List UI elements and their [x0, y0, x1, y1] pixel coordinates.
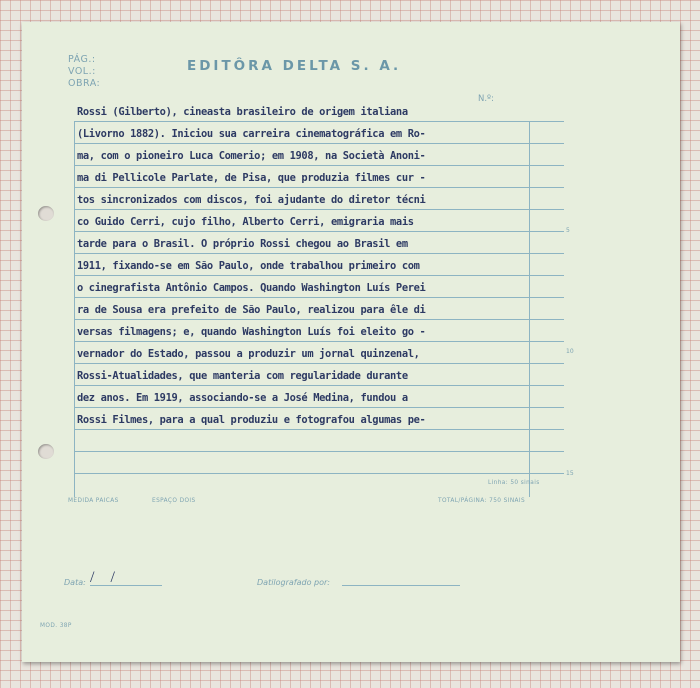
- ruler-mark-5: 5: [566, 227, 570, 234]
- espaco-label: ESPAÇO DOIS: [152, 498, 196, 504]
- ruler-tick: [548, 187, 564, 188]
- vol-label: VOL.:: [68, 66, 96, 77]
- total-label: TOTAL/PÁGINA: 750 SINAIS: [438, 498, 526, 504]
- typed-by-label: Datilografado por:: [257, 578, 330, 587]
- ruler-tick: [548, 341, 564, 342]
- binder-hole-top: [38, 206, 54, 221]
- binder-hole-bottom: [38, 444, 54, 459]
- ruler-mark-10: 10: [566, 348, 574, 355]
- typing-form-sheet: [22, 22, 680, 662]
- typed-line: tos sincronizados com discos, foi ajudante do diretor técni: [77, 194, 426, 206]
- pag-label: PÁG.:: [68, 54, 96, 65]
- ruler-tick: [548, 319, 564, 320]
- typed-line: Rossi (Gilberto), cineasta brasileiro de origem italiana: [77, 106, 408, 118]
- right-margin-line: [529, 121, 530, 497]
- ruler-tick: [548, 473, 564, 474]
- ruler-tick: [548, 407, 564, 408]
- ruler-tick: [548, 275, 564, 276]
- ruled-line: [74, 473, 558, 474]
- typed-by-field[interactable]: [342, 577, 460, 586]
- ruler-tick: [548, 253, 564, 254]
- typed-line: vernador do Estado, passou a produzir um jornal quinzenal,: [77, 348, 420, 360]
- typed-line: o cinegrafista Antônio Campos. Quando Washington Luís Perei: [77, 282, 426, 294]
- typed-line: Rossi-Atualidades, que manteria com regularidade durante: [77, 370, 408, 382]
- medida-label: MEDIDA PAICAS: [68, 498, 119, 504]
- typed-line: Rossi Filmes, para a qual produziu e fotografou algumas pe-: [77, 414, 426, 426]
- typed-line: co Guido Cerri, cujo filho, Alberto Cerri, emigraria mais: [77, 216, 414, 228]
- typed-line: (Livorno 1882). Iniciou sua carreira cinematográfica em Ro-: [77, 128, 426, 140]
- typed-line: 1911, fixando-se em São Paulo, onde trabalhou primeiro com: [77, 260, 420, 272]
- left-margin-line: [74, 121, 75, 497]
- date-label: Data:: [64, 578, 86, 587]
- typed-line: ra de Sousa era prefeito de São Paulo, realizou para êle di: [77, 304, 426, 316]
- date-field[interactable]: / /: [90, 571, 162, 586]
- ruler-tick: [548, 143, 564, 144]
- ruler-tick: [548, 363, 564, 364]
- ruler-mark-15: 15: [566, 470, 574, 477]
- numero-label: N.º:: [478, 94, 494, 104]
- typed-line: dez anos. Em 1919, associando-se a José Medina, fundou a: [77, 392, 408, 404]
- typed-line: ma di Pellicole Parlate, de Pisa, que produzia filmes cur -: [77, 172, 426, 184]
- ruler-tick: [548, 121, 564, 122]
- ruler-tick: [548, 209, 564, 210]
- typed-line: versas filmagens; e, quando Washington Luís foi eleito go -: [77, 326, 426, 338]
- company-name: EDITÔRA DELTA S. A.: [187, 58, 402, 74]
- ruler-tick: [548, 385, 564, 386]
- linha-note: Linha: 50 sinais: [488, 480, 540, 486]
- ruler-tick: [548, 165, 564, 166]
- typed-line: tarde para o Brasil. O próprio Rossi chegou ao Brasil em: [77, 238, 408, 250]
- ruled-line: [74, 451, 558, 452]
- ruler-tick: [548, 451, 564, 452]
- typed-line: ma, com o pioneiro Luca Comerio; em 1908, na Società Anoni-: [77, 150, 426, 162]
- ruler-tick: [548, 231, 564, 232]
- ruler-tick: [548, 297, 564, 298]
- model-code: MOD. 38P: [40, 623, 72, 629]
- ruler-tick: [548, 429, 564, 430]
- obra-label: OBRA:: [68, 78, 101, 89]
